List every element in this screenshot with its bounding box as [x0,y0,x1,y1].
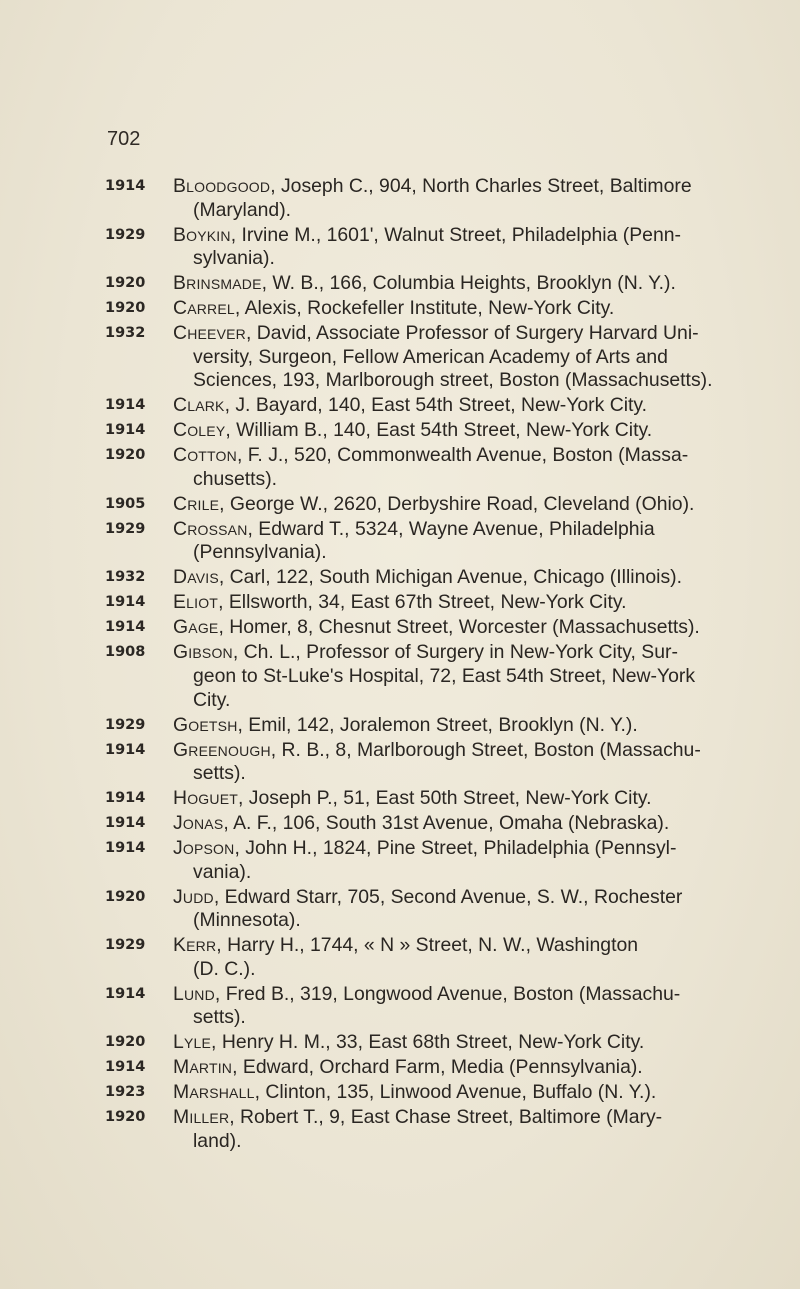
entry-continuation-line: Sciences, 193, Marlborough street, Boston (Massachusetts). [193,369,713,392]
entry-first-line [173,886,745,910]
membership-year: 1932 [105,569,146,586]
membership-year: 1914 [105,422,146,439]
member-entry [105,394,745,418]
member-entry [105,934,745,981]
entry-first-line [173,983,745,1007]
entry-first-line [173,837,745,861]
member-entry [105,518,745,565]
member-list [105,175,745,1155]
member-details: , Irvine M., 1601', Walnut Street, Philadelphia (Penn- [230,223,681,246]
member-surname: Greenough [173,738,271,761]
member-entry [105,616,745,640]
member-surname: Gibson [173,641,233,664]
member-surname: Coley [173,419,226,442]
member-details: , R. B., 8, Marlborough Street, Boston (Massachu- [270,738,701,761]
member-surname: Cotton [173,444,237,467]
member-details: , George W., 2620, Derbyshire Road, Cleveland (Ohio). [219,492,695,515]
entry-first-line [173,714,745,738]
entry-first-line [173,1106,745,1130]
member-surname: Gage [173,616,219,639]
entry-continuation-line: (Minnesota). [193,909,301,932]
member-surname: Crile [173,492,220,515]
membership-year: 1914 [105,178,146,194]
entry-continuation-line: versity, Surgeon, Fellow American Academy of Arts and [193,345,668,368]
entry-first-line [173,272,745,296]
entry-first-line [173,493,745,517]
member-surname: Goetsh [173,713,238,736]
entry-first-line [173,739,745,763]
member-surname: Eliot [173,591,219,614]
member-details: , Edward T., 5324, Wayne Avenue, Philadelphia [247,517,655,540]
entry-first-line [173,175,745,199]
member-surname: Boykin [173,223,231,246]
member-surname: Hoguet [173,787,238,810]
membership-year: 1929 [105,716,146,733]
member-entry [105,566,745,590]
member-surname: Jonas [173,812,224,835]
entry-continuation-line: geon to St-Luke's Hospital, 72, East 54th Street, New-York [193,664,696,687]
membership-year: 1905 [105,495,146,512]
member-entry [105,641,745,712]
page-number: 702 [107,128,141,150]
entry-first-line [173,419,745,443]
member-entry [105,444,745,491]
member-details: , Carl, 122, South Michigan Avenue, Chicago (Illinois). [218,566,682,589]
membership-year: 1920 [105,888,146,905]
entry-continuation-line: chusetts). [193,467,278,490]
member-surname: Davis [173,566,219,589]
entry-continuation-line: vania). [193,860,252,883]
member-entry [105,886,745,933]
membership-year: 1920 [105,447,146,464]
member-entry [105,1031,745,1055]
membership-year: 1914 [105,815,146,832]
member-entry [105,591,745,615]
member-entry [105,714,745,738]
entry-first-line [173,1081,745,1105]
membership-year: 1920 [105,275,146,292]
membership-year: 1914 [105,741,146,758]
member-details: , William B., 140, East 54th Street, New-York City. [225,419,653,442]
member-details: , Edward, Orchard Farm, Media (Pennsylvania). [232,1056,643,1079]
entry-first-line [173,566,745,590]
member-details: , W. B., 166, Columbia Heights, Brooklyn (N. Y.). [261,272,676,295]
membership-year: 1908 [105,644,146,661]
member-entry [105,493,745,517]
membership-year: 1914 [105,594,146,611]
membership-year: 1914 [105,985,146,1002]
entry-first-line [173,1031,745,1055]
member-details: , Ch. L., Professor of Surgery in New-York City, Sur- [232,641,678,664]
member-entry [105,837,745,884]
entry-continuation-line: setts). [193,762,246,785]
member-details: , Homer, 8, Chesnut Street, Worcester (Massachusetts). [218,616,700,639]
entry-continuation-line: setts). [193,1006,246,1029]
entry-first-line [173,812,745,836]
entry-first-line [173,297,745,321]
member-details: , Fred B., 319, Longwood Avenue, Boston (Massachu- [214,982,681,1005]
membership-year: 1914 [105,397,146,414]
membership-year: 1914 [105,840,146,857]
membership-year: 1914 [105,1059,146,1076]
entry-continuation-line: City. [193,688,231,711]
member-details: , Harry H., 1744, « N » Street, N. W., Washington [216,934,639,957]
member-entry [105,1081,745,1105]
membership-year: 1914 [105,790,146,807]
member-surname: Martin [173,1056,233,1079]
member-entry [105,1106,745,1153]
member-surname: Carrel [173,297,235,320]
member-entry [105,297,745,321]
entry-first-line [173,224,745,248]
membership-year: 1929 [105,937,146,954]
entry-continuation-line: land). [193,1129,242,1152]
member-details: , Joseph C., 904, North Charles Street, Baltimore [270,175,692,197]
member-surname: Jopson [173,837,235,860]
member-details: , Henry H. M., 33, East 68th Street, New-York City. [211,1031,645,1054]
member-entry [105,175,745,222]
member-details: , A. F., 106, South 31st Avenue, Omaha (Nebraska). [223,812,670,835]
member-entry [105,787,745,811]
member-details: , Joseph P., 51, East 50th Street, New-York City. [237,787,652,810]
entry-first-line [173,616,745,640]
membership-year: 1920 [105,1034,146,1051]
member-details: , Edward Starr, 705, Second Avenue, S. W., Rochester [213,885,683,908]
member-surname: Crossan [173,517,248,540]
member-entry [105,812,745,836]
member-entry [105,322,745,393]
member-entry [105,983,745,1030]
member-surname: Lyle [173,1031,212,1054]
membership-year: 1923 [105,1084,146,1101]
entry-first-line [173,444,745,468]
member-details: , Alexis, Rockefeller Institute, New-York City. [234,297,615,320]
membership-year: 1929 [105,520,146,537]
membership-year: 1929 [105,226,146,243]
member-surname: Cheever [173,322,246,345]
entry-continuation-line: (D. C.). [193,957,256,980]
member-surname: Bloodgood [173,175,271,197]
member-surname: Judd [173,885,214,908]
entry-continuation-line: sylvania). [193,247,275,270]
member-details: , Clinton, 135, Linwood Avenue, Buffalo (N. Y.). [254,1081,657,1104]
member-details: , J. Bayard, 140, East 54th Street, New-York City. [224,394,648,417]
member-surname: Miller [173,1106,230,1129]
member-details: , John H., 1824, Pine Street, Philadelphia (Pennsyl- [234,837,677,860]
entry-first-line [173,787,745,811]
member-surname: Lund [173,982,215,1005]
membership-year: 1920 [105,1109,146,1126]
entry-first-line [173,591,745,615]
member-entry [105,739,745,786]
entry-first-line [173,322,745,346]
member-entry [105,224,745,271]
entry-continuation-line: (Maryland). [193,198,292,221]
member-details: , David, Associate Professor of Surgery Harvard Uni- [245,322,699,345]
member-entry [105,272,745,296]
entry-first-line [173,394,745,418]
membership-year: 1914 [105,619,146,636]
entry-first-line [173,934,745,958]
entry-first-line [173,641,745,665]
member-surname: Brinsmade [173,272,262,295]
member-details: , F. J., 520, Commonwealth Avenue, Boston (Massa- [236,444,689,467]
member-entry [105,1056,745,1080]
member-entry [105,419,745,443]
entry-first-line [173,518,745,542]
member-surname: Kerr [173,934,217,957]
member-details: , Ellsworth, 34, East 67th Street, New-York City. [218,591,627,614]
member-details: , Emil, 142, Joralemon Street, Brooklyn (N. Y.). [237,713,638,736]
membership-year: 1920 [105,300,146,317]
entry-continuation-line: (Pennsylvania). [193,541,327,564]
member-details: , Robert T., 9, East Chase Street, Baltimore (Mary- [229,1106,663,1129]
member-surname: Marshall [173,1081,255,1104]
membership-year: 1932 [105,325,146,342]
entry-first-line [173,1056,745,1080]
member-surname: Clark [173,394,225,417]
